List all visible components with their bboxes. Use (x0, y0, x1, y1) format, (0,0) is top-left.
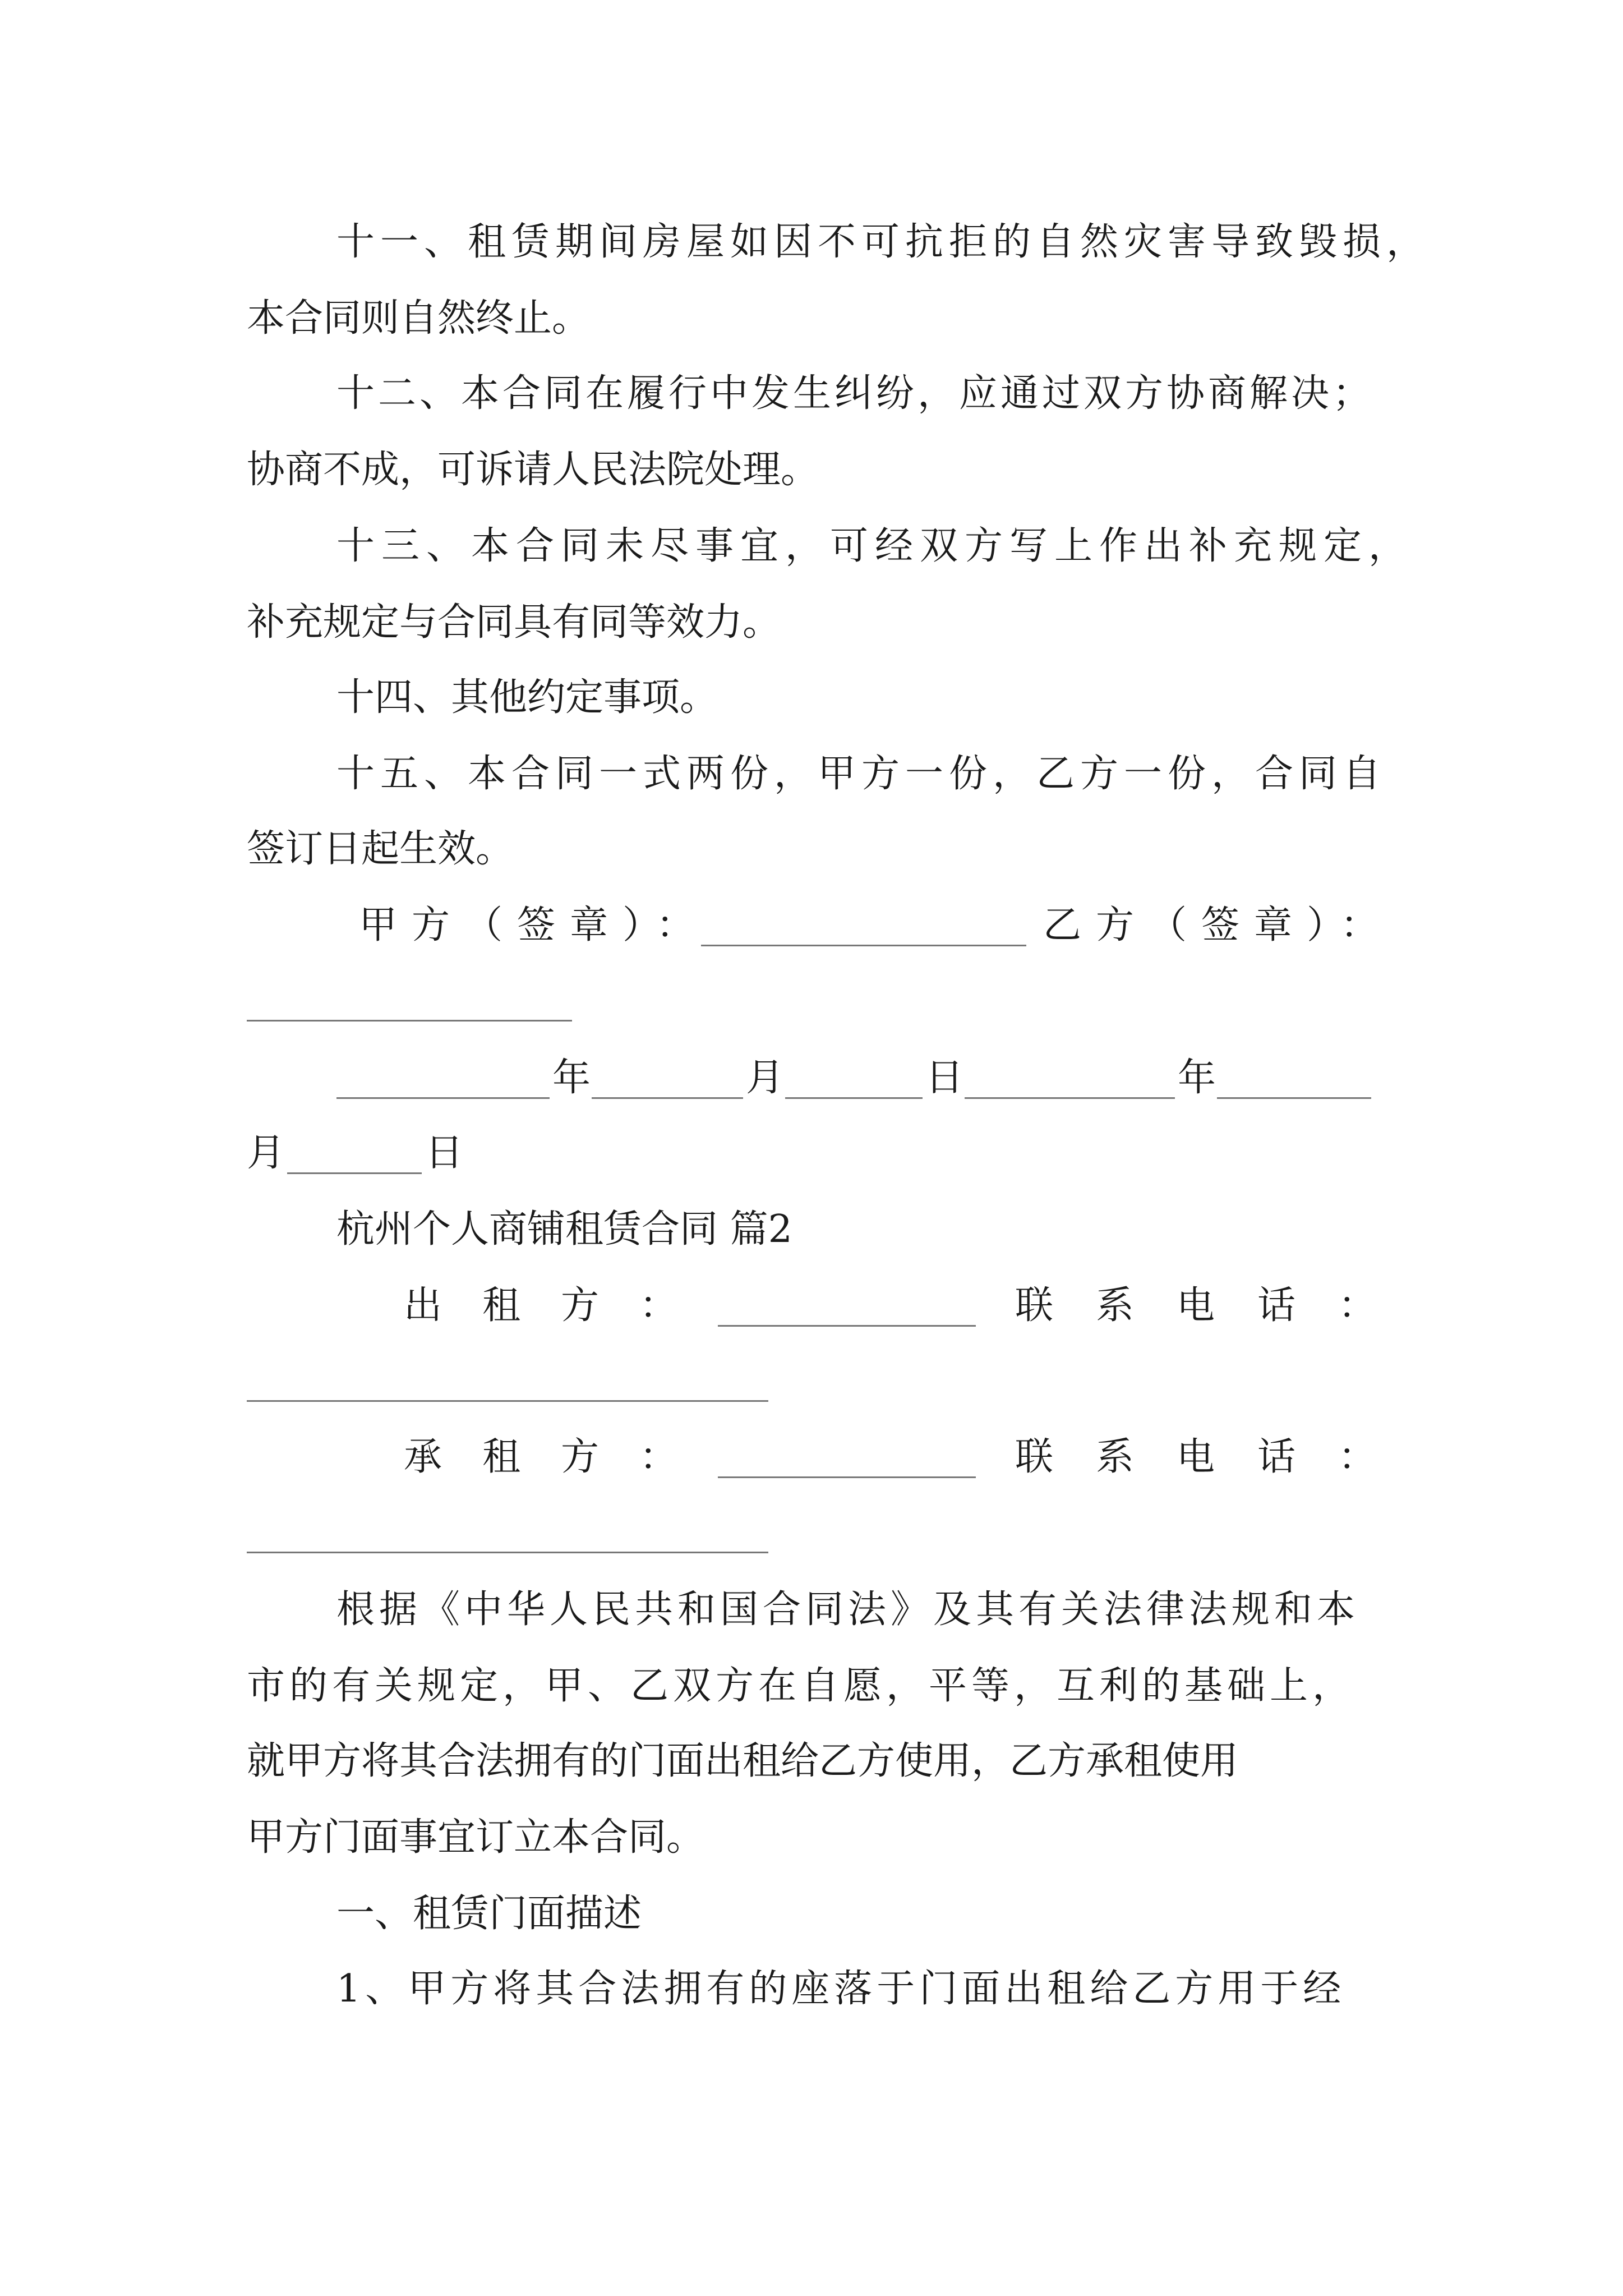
lessor-name-blank (718, 1325, 976, 1327)
clause-11-line1 (336, 220, 1431, 264)
clause-12-line2: 协商不成，可诉请人民法院处理。 (247, 448, 819, 492)
clause-12-line1: 十二、本合同在履行中发生纠纷，应通过双方协商解决； (336, 371, 1375, 416)
preamble-line2: 市的有关规定，甲、乙双方在自愿，平等，互利的基础上， (247, 1664, 1355, 1708)
lessor-phone-blank (247, 1400, 768, 1402)
date-b-year-label: 年 (1178, 1056, 1216, 1100)
lessee-name-blank (718, 1476, 976, 1478)
date-a-year-blank (336, 1097, 550, 1099)
lessor-phone-label: 联系电话： (1015, 1283, 1419, 1328)
date-a-month-label: 月 (746, 1056, 785, 1100)
date-a-month-blank (592, 1097, 743, 1099)
lessee-phone-blank (247, 1552, 768, 1553)
party-a-sign-label: 甲方（签章）： (359, 903, 709, 947)
date-b-month-blank (1217, 1097, 1371, 1099)
clause-15-line2: 签订日起生效。 (247, 827, 514, 871)
date-b-day-label: 日 (425, 1131, 464, 1175)
clause-13-line2: 补充规定与合同具有同等效力。 (247, 600, 781, 645)
party-a-sign-blank (701, 945, 1026, 946)
clause-14: 十四、其他约定事项。 (336, 675, 718, 720)
heading-1: 一、租赁门面描述 (336, 1892, 642, 1936)
date-a-day-blank (785, 1097, 923, 1099)
party-b-sign-label: 乙方（签章）： (1043, 903, 1394, 947)
preamble-line4: 甲方门面事宜订立本合同。 (247, 1815, 705, 1860)
item-1: 1、甲方将其合法拥有的座落于门面出租给乙方用于经 (336, 1967, 1346, 2011)
preamble-line3: 就甲方将其合法拥有的门面出租给乙方使用，乙方承租使用 (247, 1739, 1239, 1783)
clause-11-line2: 本合同则自然终止。 (247, 296, 591, 341)
date-b-day-blank (287, 1172, 422, 1174)
clause-15-line1: 十五、本合同一式两份，甲方一份，乙方一份，合同自 (336, 752, 1387, 796)
date-a-day-label: 日 (925, 1056, 964, 1100)
party-b-sign-blank (247, 1020, 572, 1022)
date-b-month-label: 月 (247, 1131, 285, 1175)
lessee-label: 承租方： (404, 1435, 718, 1479)
date-b-year-blank (965, 1097, 1175, 1099)
clause-13-line1: 十三、本合同未尽事宜，可经双方写上作出补充规定， (336, 524, 1414, 568)
clause-11-line1-text: 十一、租赁期间房屋如因不可抗拒的自然灾害导致毁损， (336, 220, 1431, 264)
preamble-line1: 根据《中华人民共和国合同法》及其有关法律法规和本 (336, 1588, 1360, 1632)
lessee-phone-label: 联系电话： (1015, 1435, 1419, 1479)
date-a-year-label: 年 (552, 1056, 591, 1100)
lessor-label: 出租方： (404, 1283, 718, 1328)
section-title: 杭州个人商铺租赁合同 篇2 (336, 1207, 792, 1251)
